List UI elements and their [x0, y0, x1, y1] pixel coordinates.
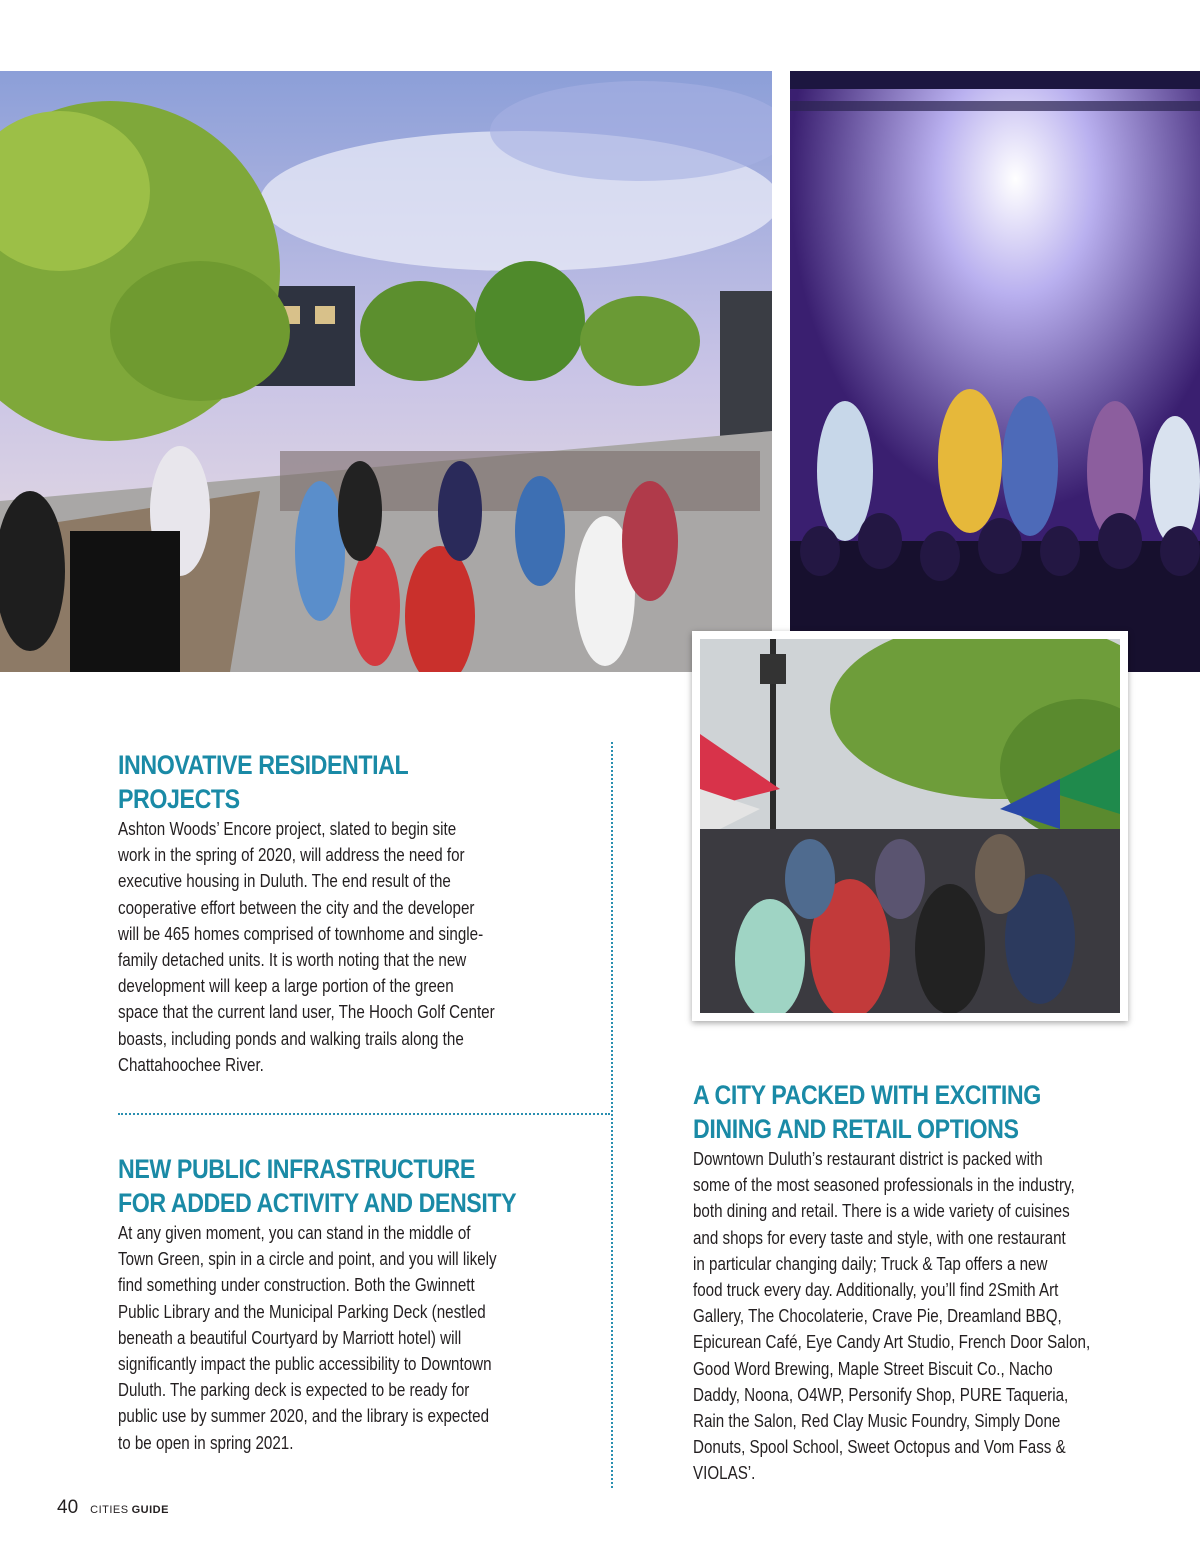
body-line: food truck every day. Additionally, you’ll find 2Smith Art [693, 1279, 1059, 1301]
body-line: Public Library and the Municipal Parking Deck (nestled [118, 1300, 486, 1322]
body-line: Chattahoochee River. [118, 1053, 264, 1075]
heading-line: NEW PUBLIC INFRASTRUCTURE [118, 1154, 475, 1184]
body-line: Gallery, The Chocolaterie, Crave Pie, Dreamland BBQ, [693, 1305, 1062, 1327]
publication-name-prefix: CITIES [90, 1504, 129, 1516]
body-line: both dining and retail. There is a wide variety of cuisines [693, 1200, 1070, 1222]
body-line: beneath a beautiful Courtyard by Marriott hotel) will [118, 1326, 462, 1348]
body-line: development will keep a large portion of the green [118, 975, 454, 997]
body-line: Duluth. The parking deck is expected to be ready for [118, 1379, 470, 1401]
dining-body [693, 1146, 1090, 1487]
body-line: public use by summer 2020, and the library is expected [118, 1405, 490, 1427]
town-green-plaza-photo [0, 71, 772, 672]
infrastructure-body [118, 1220, 498, 1456]
body-line: cooperative effort between the city and the developer [118, 896, 475, 918]
body-line: and shops for every taste and style, with one restaurant [693, 1226, 1066, 1248]
body-line: Good Word Brewing, Maple Street Biscuit Co., Nacho [693, 1357, 1053, 1379]
body-line: boasts, including ponds and walking trails along the [118, 1027, 464, 1049]
body-line: Epicurean Café, Eye Candy Art Studio, French Door Salon, [693, 1331, 1091, 1353]
body-line: space that the current land user, The Hooch Golf Center [118, 1001, 495, 1023]
market-photo-frame [692, 631, 1128, 1021]
body-line: Downtown Duluth’s restaurant district is packed with [693, 1148, 1043, 1169]
body-line: Town Green, spin in a circle and point, and you will likely [118, 1248, 497, 1270]
body-line: find something under construction. Both the Gwinnett [118, 1274, 475, 1296]
dining-retail-section [693, 1078, 1177, 1487]
public-infrastructure-section [118, 1152, 581, 1456]
section-divider [118, 1113, 610, 1115]
residential-body [118, 816, 495, 1078]
heading-line: PROJECTS [118, 784, 240, 814]
street-market-photo [700, 639, 1120, 1013]
publication-name-suffix: GUIDE [131, 1504, 169, 1516]
dining-heading [693, 1078, 1110, 1146]
body-line: will be 465 homes comprised of townhome and single- [118, 922, 484, 944]
infrastructure-heading [118, 1152, 516, 1220]
heading-line: DINING AND RETAIL OPTIONS [693, 1114, 1019, 1144]
body-line: family detached units. It is worth noting that the new [118, 949, 467, 971]
body-line: work in the spring of 2020, will address the need for [118, 844, 465, 866]
heading-line: INNOVATIVE RESIDENTIAL [118, 750, 409, 780]
concert-stage-photo [790, 71, 1200, 672]
column-divider [611, 742, 613, 1488]
body-line: Rain the Salon, Red Clay Music Foundry, Simply Done [693, 1410, 1061, 1432]
page-number: 40 [57, 1497, 79, 1518]
body-line: Donuts, Spool School, Sweet Octopus and Vom Fass & [693, 1436, 1066, 1458]
body-line: At any given moment, you can stand in the middle of [118, 1222, 471, 1243]
body-line: Ashton Woods’ Encore project, slated to begin site [118, 818, 457, 839]
heading-line: FOR ADDED ACTIVITY AND DENSITY [118, 1188, 517, 1218]
residential-projects-section [118, 748, 577, 1078]
body-line: VIOLAS’. [693, 1462, 756, 1484]
heading-line: A CITY PACKED WITH EXCITING [693, 1080, 1041, 1110]
page-footer [57, 1497, 169, 1519]
body-line: some of the most seasoned professionals in the industry, [693, 1174, 1075, 1196]
body-line: to be open in spring 2021. [118, 1431, 294, 1453]
body-line: executive housing in Duluth. The end result of the [118, 870, 451, 892]
residential-heading [118, 748, 513, 816]
body-line: significantly impact the public accessibility to Downtown [118, 1353, 492, 1375]
body-line: Daddy, Noona, O4WP, Personify Shop, PURE Taqueria, [693, 1383, 1069, 1405]
body-line: in particular changing daily; Truck & Tap offers a new [693, 1252, 1048, 1274]
